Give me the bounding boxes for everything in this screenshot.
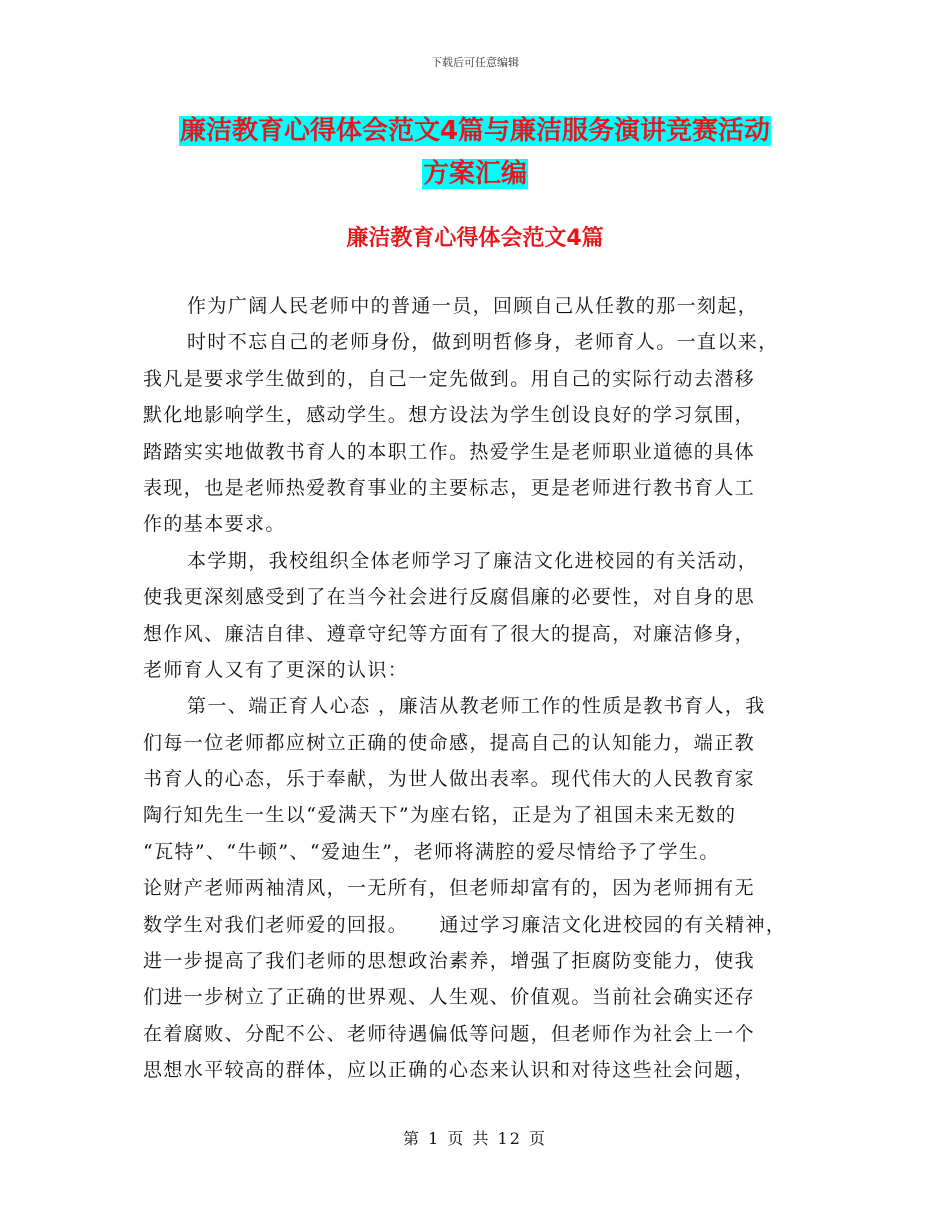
body-line: 作为广阔人民老师中的普通一员，回顾自己从任教的那一刻起，: [187, 295, 759, 317]
body-line: 想作风、廉洁自律、遵章守纪等方面有了很大的提高，对廉洁修身，: [143, 622, 756, 645]
body-line: 第一、端正育人心态 ，廉洁从教老师工作的性质是教书育人，我: [187, 695, 766, 718]
body-line: 在着腐败、分配不公、老师待遇偏低等问题，但老师作为社会上一个: [143, 1022, 756, 1045]
body-line: 我凡是要求学生做到的，自己一定先做到。用自己的实际行动去潜移: [143, 367, 756, 390]
page-header-note: 下载后可任意编辑: [431, 56, 519, 69]
body-line: 论财产老师两袖清风，一无所有，但老师却富有的，因为老师拥有无: [143, 877, 756, 900]
document-title-text-2: 方案汇编: [422, 159, 527, 189]
body-line: 踏踏实实地做教书育人的本职工作。热爱学生是老师职业道德的具体: [143, 440, 756, 463]
body-line: 们进一步树立了正确的世界观、人生观、价值观。当前社会确实还存: [143, 986, 756, 1009]
body-line: 数学生对我们老师爱的回报。 通过学习廉洁文化进校园的有关精神，: [143, 913, 787, 936]
body-line: 表现，也是老师热爱教育事业的主要标志，更是老师进行教书育人工: [143, 476, 756, 499]
body-line: 默化地影响学生，感动学生。想方设法为学生创设良好的学习氛围，: [143, 404, 756, 427]
document-title-line-1: [0, 114, 950, 148]
body-line: 们每一位老师都应树立正确的使命感，提高自己的认知能力，端正教: [143, 731, 756, 754]
body-line: 老师育人又有了更深的认识：: [143, 658, 409, 681]
document-body: [143, 288, 823, 1089]
body-line: 书育人的心态，乐于奉献，为世人做出表率。现代伟大的人民教育家: [143, 768, 756, 791]
body-line: “瓦特”、“牛顿”、“爱迪生”，老师将满腔的爱尽情给予了学生。: [143, 840, 720, 863]
body-line: 作的基本要求。: [143, 513, 286, 536]
page-number: 第 1 页 共 12 页: [403, 1129, 547, 1148]
body-line: 陶行知先生一生以“爱满天下”为座右铭，正是为了祖国未来无数的: [143, 804, 737, 827]
body-line: 使我更深刻感受到了在当今社会进行反腐倡廉的必要性，对自身的思: [143, 586, 756, 609]
document-title-text-1: 廉洁教育心得体会范文4篇与廉洁服务演讲竞赛活动: [179, 116, 771, 146]
body-line: 本学期，我校组织全体老师学习了廉洁文化进校园的有关活动，: [187, 549, 759, 572]
body-line: 思想水平较高的群体，应以正确的心态来认识和对待这些社会问题，: [143, 1059, 756, 1082]
body-line: 进一步提高了我们老师的思想政治素养，增强了拒腐防变能力，使我: [143, 950, 756, 973]
body-line: 时时不忘自己的老师身份，做到明哲修身，老师育人。一直以来，: [187, 331, 779, 354]
document-title-line-2: [0, 157, 950, 191]
section-heading: 廉洁教育心得体会范文4篇: [346, 226, 604, 251]
